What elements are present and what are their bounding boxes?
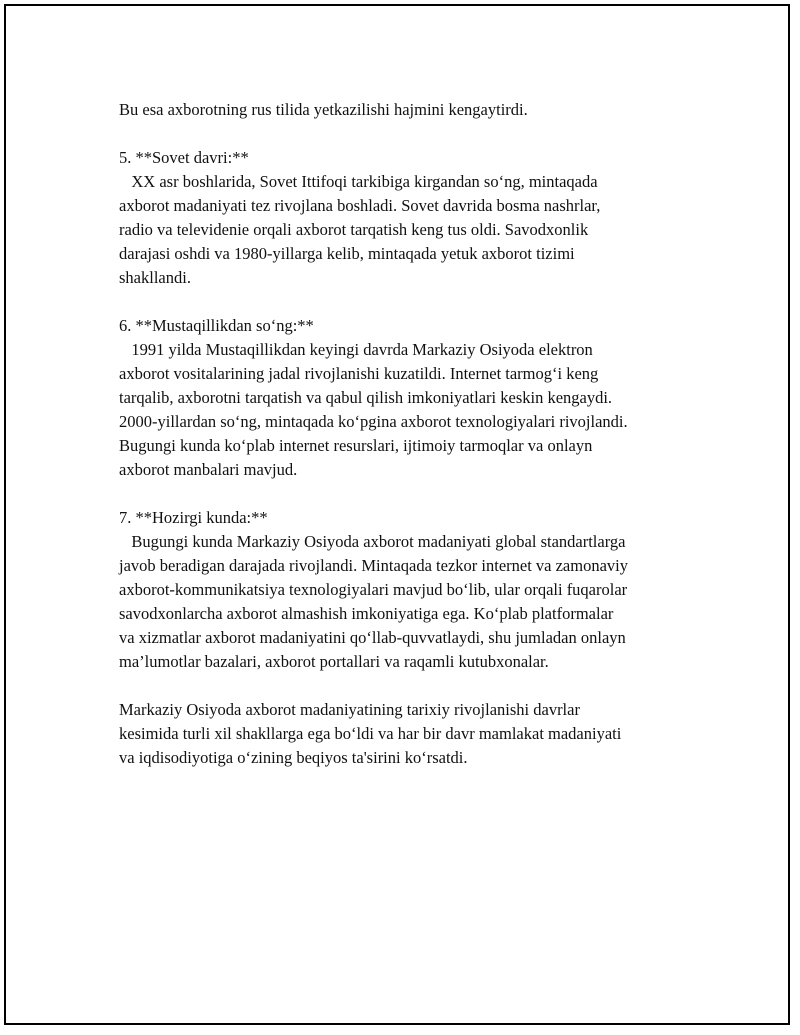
text-line: Markaziy Osiyoda axborot madaniyatining tarixiy rivojlanishi davrlar [119, 700, 580, 719]
text-line: Bugungi kunda Markaziy Osiyoda axborot madaniyati global standartlarga [119, 532, 626, 551]
section-heading: 5. **Sovet davri:** [119, 148, 249, 167]
paragraph-gap [119, 290, 719, 314]
text-line: axborot vositalarining jadal rivojlanishi kuzatildi. Internet tarmog‘i keng [119, 364, 599, 383]
text-line: radio va televidenie orqali axborot tarqatish keng tus oldi. Savodxonlik [119, 220, 589, 239]
text-line: axborot-kommunikatsiya texnologiyalari mavjud bo‘lib, ular orqali fuqarolar [119, 580, 628, 599]
text-line: XX asr boshlarida, Sovet Ittifoqi tarkibiga kirgandan so‘ng, mintaqada [119, 172, 598, 191]
text-line: kesimida turli xil shakllarga ega bo‘ldi va har bir davr mamlakat madaniyati [119, 724, 622, 743]
text-line: axborot manbalari mavjud. [119, 460, 298, 479]
section-heading: 6. **Mustaqillikdan so‘ng:** [119, 316, 314, 335]
text-line: va xizmatlar axborot madaniyatini qo‘llab-quvvatlaydi, shu jumladan onlayn [119, 628, 626, 647]
text-line: va iqdisodiyotiga o‘zining beqiyos ta'sirini ko‘rsatdi. [119, 748, 468, 767]
text-line: tarqalib, axborotni tarqatish va qabul qilish imkoniyatlari keskin kengaydi. [119, 388, 613, 407]
section-heading: 7. **Hozirgi kunda:** [119, 508, 268, 527]
text-line: 2000-yillardan so‘ng, mintaqada ko‘pgina axborot texnologiyalari rivojlandi. [119, 412, 628, 431]
text-line: 1991 yilda Mustaqillikdan keyingi davrda Markaziy Osiyoda elektron [119, 340, 593, 359]
document-page [4, 4, 790, 1025]
text-line: axborot madaniyati tez rivojlana boshladi. Sovet davrida bosma nashrlar, [119, 196, 601, 215]
text-line: darajasi oshdi va 1980-yillarga kelib, mintaqada yetuk axborot tizimi [119, 244, 575, 263]
text-line: javob beradigan darajada rivojlandi. Mintaqada tezkor internet va zamonaviy [119, 556, 629, 575]
paragraph-gap [119, 482, 719, 506]
paragraph-gap [119, 674, 719, 698]
text-line: ma’lumotlar bazalari, axborot portallari va raqamli kutubxonalar. [119, 652, 549, 671]
text-line: savodxonlarcha axborot almashish imkoniyatiga ega. Ko‘plab platformalar [119, 604, 614, 623]
document-body [119, 98, 719, 770]
text-line: Bugungi kunda ko‘plab internet resurslari, ijtimoiy tarmoqlar va onlayn [119, 436, 593, 455]
text-line: shakllandi. [119, 268, 191, 287]
text-line: Bu esa axborotning rus tilida yetkazilishi hajmini kengaytirdi. [119, 100, 528, 119]
paragraph-gap [119, 122, 719, 146]
